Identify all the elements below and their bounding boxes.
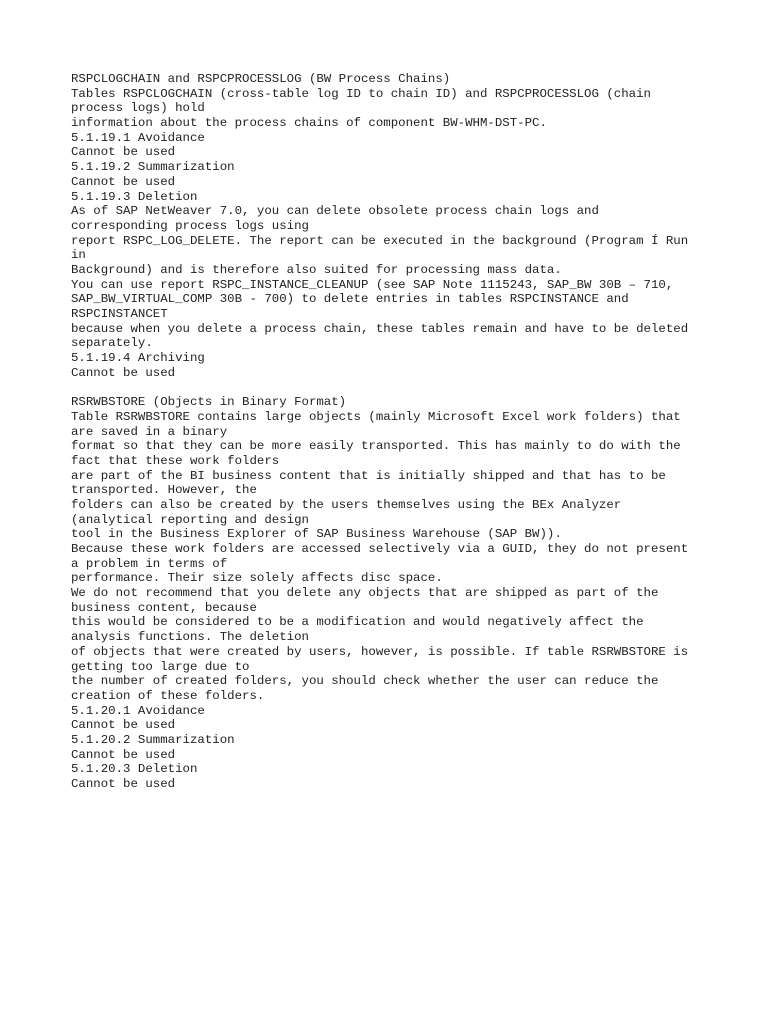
body-text-line: As of SAP NetWeaver 7.0, you can delete obsolete process chain logs and — [71, 204, 599, 219]
body-text-line: Tables RSPCLOGCHAIN (cross-table log ID to chain ID) and RSPCPROCESSLOG (chain — [71, 86, 651, 101]
body-text-line: a problem in terms of — [71, 556, 228, 571]
body-text-line: SAP_BW_VIRTUAL_COMP 30B - 700) to delete entries in tables RSPCINSTANCE and — [71, 292, 629, 307]
body-text-line: format so that they can be more easily transported. This has mainly to do with the — [71, 439, 681, 454]
body-text-line: in — [71, 248, 86, 263]
subsection-heading-avoidance: 5.1.19.1 Avoidance — [71, 130, 205, 145]
body-text-line: RSPCINSTANCET — [71, 307, 168, 321]
body-text-line: process logs) hold — [71, 101, 205, 116]
section-heading-rsrwbstore: RSRWBSTORE (Objects in Binary Format) — [71, 395, 347, 410]
paragraph-gap — [71, 380, 711, 395]
body-text-line: You can use report RSPC_INSTANCE_CLEANUP (see SAP Note 1115243, SAP_BW 30B – 710, — [71, 277, 674, 292]
body-text-line: performance. Their size solely affects disc space. — [71, 571, 443, 586]
body-text-line: Cannot be used — [71, 718, 176, 733]
body-text-line: separately. — [71, 336, 153, 351]
body-text-line: report RSPC_LOG_DELETE. The report can be executed in the background (Program Í Run — [71, 233, 689, 248]
body-text-line: because when you delete a process chain, these tables remain and have to be deleted — [71, 321, 689, 336]
body-text-line: (analytical reporting and design — [71, 512, 309, 527]
subsection-heading-deletion: 5.1.19.3 Deletion — [71, 189, 198, 204]
body-text-line: corresponding process logs using — [71, 218, 309, 233]
body-text-line: business content, because — [71, 600, 257, 615]
subsection-heading-summarization: 5.1.20.2 Summarization — [71, 732, 235, 747]
body-text-line: transported. However, the — [71, 483, 257, 498]
body-text-line: fact that these work folders — [71, 453, 280, 468]
body-text-line: Cannot be used — [71, 174, 176, 189]
subsection-heading-avoidance: 5.1.20.1 Avoidance — [71, 703, 205, 718]
body-text-line: of objects that were created by users, however, is possible. If table RSRWBSTORE is — [71, 644, 689, 659]
body-text-line: Cannot be used — [71, 747, 176, 762]
body-text-line: getting too large due to — [71, 659, 250, 674]
section-heading-rspclogchain: RSPCLOGCHAIN and RSPCPROCESSLOG (BW Process Chains) — [71, 72, 451, 86]
subsection-heading-deletion: 5.1.20.3 Deletion — [71, 762, 198, 777]
body-text-line: are saved in a binary — [71, 424, 228, 439]
body-text-line: Cannot be used — [71, 365, 176, 380]
body-text-line: We do not recommend that you delete any objects that are shipped as part of the — [71, 586, 659, 601]
body-text-line: are part of the BI business content that is initially shipped and that has to be — [71, 468, 666, 483]
body-text-line: Cannot be used — [71, 777, 176, 791]
body-text-line: Table RSRWBSTORE contains large objects (mainly Microsoft Excel work folders) that — [71, 409, 681, 424]
body-text-line: Cannot be used — [71, 145, 176, 160]
body-text-line: tool in the Business Explorer of SAP Business Warehouse (SAP BW)). — [71, 527, 562, 542]
body-text-line: folders can also be created by the users themselves using the BEx Analyzer — [71, 497, 622, 512]
body-text-line: analysis functions. The deletion — [71, 630, 309, 645]
body-text-line: Because these work folders are accessed selectively via a GUID, they do not present — [71, 542, 689, 556]
document-page — [71, 72, 711, 792]
body-text-line: creation of these folders. — [71, 688, 265, 703]
subsection-heading-summarization: 5.1.19.2 Summarization — [71, 160, 235, 175]
body-text-line: this would be considered to be a modification and would negatively affect the — [71, 615, 644, 630]
body-text-line: Background) and is therefore also suited for processing mass data. — [71, 262, 562, 277]
subsection-heading-archiving: 5.1.19.4 Archiving — [71, 351, 205, 366]
body-text-line: the number of created folders, you should check whether the user can reduce the — [71, 674, 659, 689]
body-text-line: information about the process chains of component BW-WHM-DST-PC. — [71, 116, 547, 131]
